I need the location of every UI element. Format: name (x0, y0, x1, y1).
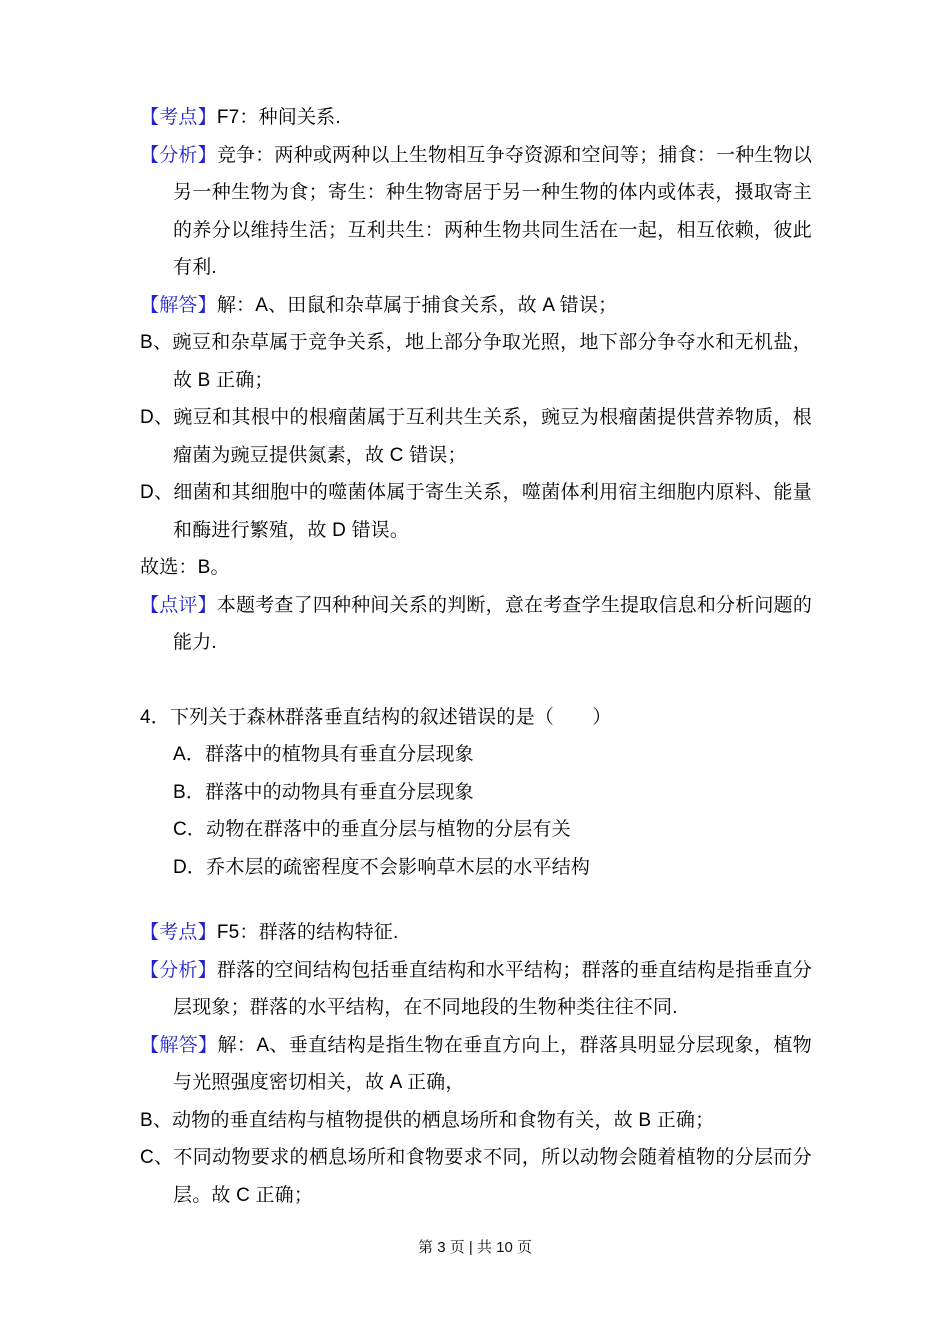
answer-explanation-question-4 (140, 914, 812, 1214)
question-4-option-d: D．乔木层的疏密程度不会影响草木层的水平结构 (173, 856, 591, 878)
solution-item-b: B、豌豆和杂草属于竞争关系，地上部分争取光照，地下部分争夺水和无机盐，故 B 正确； (140, 332, 812, 391)
solution-item-c: D、豌豆和其根中的根瘤菌属于互利共生关系，豌豆为根瘤菌提供营养物质，根瘤菌为豌豆提供氮素，故 C 错误； (140, 407, 812, 466)
exam-point-text-2: F5：群落的结构特征. (216, 922, 399, 943)
solution-2-item-c: C、不同动物要求的栖息场所和食物要求不同，所以动物会随着植物的分层而分层。故 C 正确； (140, 1147, 812, 1206)
solution-paragraph-2 (140, 1027, 812, 1102)
exam-point-paragraph-1 (140, 99, 812, 137)
question-4 (140, 699, 812, 887)
solution-paragraph-1 (140, 287, 812, 325)
comment-tag: 【点评】 (140, 594, 217, 616)
analysis-text-2: 群落的空间结构包括垂直结构和水平结构；群落的垂直结构是指垂直分层现象；群落的水平结构，在不同地段的生物种类往往不同. (173, 959, 813, 1018)
final-answer: 故选：B。 (140, 557, 230, 578)
page-footer (0, 1237, 950, 1259)
exam-point-tag: 【考点】 (140, 107, 217, 128)
solution-text-2-option-a: 解：A、垂直结构是指生物在垂直方向上，群落具明显分层现象，植物与光照强度密切相关，故 A 正确， (173, 1034, 812, 1093)
solution-tag: 【解答】 (140, 294, 217, 316)
solution-tag-2: 【解答】 (140, 1034, 218, 1056)
exam-point-text: F7：种间关系. (216, 107, 341, 128)
analysis-paragraph-2 (140, 952, 812, 1027)
question-4-stem: 4．下列关于森林群落垂直结构的叙述错误的是（ ） (140, 706, 612, 728)
exam-point-tag-2: 【考点】 (140, 922, 217, 943)
page-number-label: 第 3 页 | 共 10 页 (418, 1239, 532, 1256)
analysis-tag: 【分析】 (140, 144, 217, 166)
document-content (140, 99, 812, 1214)
analysis-paragraph-1 (140, 137, 812, 287)
answer-explanation-question-3 (140, 99, 812, 662)
solution-item-d: D、细菌和其细胞中的噬菌体属于寄生关系，噬菌体利用宿主细胞内原料、能量和酶进行繁殖，故 D 错误。 (140, 482, 812, 541)
solution-2-item-b: B、动物的垂直结构与植物提供的栖息场所和食物有关，故 B 正确； (140, 1109, 715, 1131)
question-4-option-c: C．动物在群落中的垂直分层与植物的分层有关 (173, 819, 571, 840)
comment-text: 本题考查了四种种间关系的判断，意在考查学生提取信息和分析问题的能力. (173, 594, 813, 653)
solution-text-option-a: 解：A、田鼠和杂草属于捕食关系，故 A 错误； (216, 294, 618, 316)
question-4-option-a: A．群落中的植物具有垂直分层现象 (173, 744, 474, 765)
question-4-option-b: B．群落中的动物具有垂直分层现象 (173, 781, 474, 803)
analysis-tag-2: 【分析】 (140, 959, 217, 981)
comment-paragraph-1 (140, 587, 812, 662)
analysis-text: 竞争：两种或两种以上生物相互争夺资源和空间等；捕食：一种生物以另一种生物为食；寄生：种生物寄居于另一种生物的体内或体表，摄取寄主的养分以维持生活；互利共生：两种生物共同生活在一起，相互依赖，彼此有利. (173, 144, 813, 278)
exam-point-paragraph-2 (140, 914, 812, 952)
